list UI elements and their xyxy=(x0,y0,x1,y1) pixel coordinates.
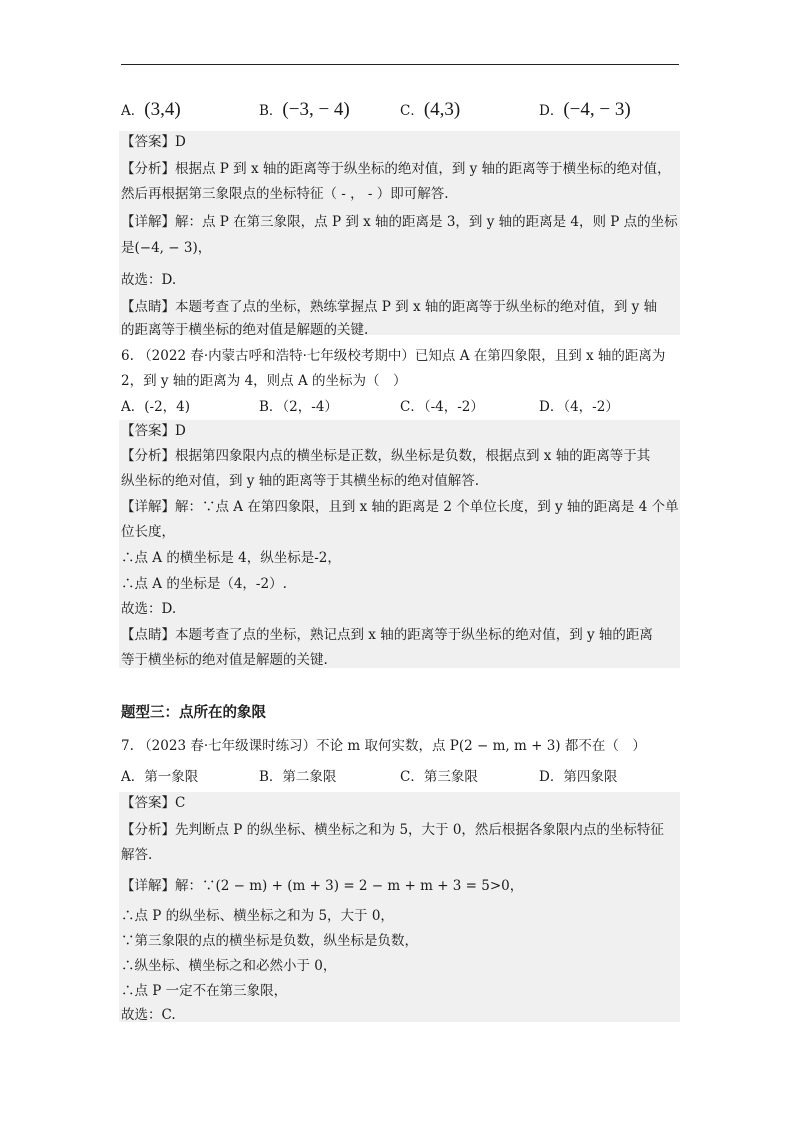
q5-option-d: D．(−4, − 3) xyxy=(539,99,631,120)
q7-answer: 【答案】C xyxy=(121,795,186,811)
q5-option-b: B．(−3, − 4) xyxy=(259,99,350,120)
q7-stem: 7. （2023 春·七年级课时练习）不论 m 取何实数，点 P(2 − m, m + 3) 都不在（ ） xyxy=(121,738,646,754)
q6-detail-line-4: ∴点 A 的坐标是（4，-2）. xyxy=(121,576,287,592)
q6-detail-line-2: 位长度， xyxy=(121,524,175,540)
q6-comment-line-2: 等于横坐标的绝对值是解题的关键. xyxy=(121,652,328,668)
q7-option-a: A．第一象限 xyxy=(121,769,199,785)
q5-comment-line-2: 的距离等于横坐标的绝对值是解题的关键. xyxy=(121,322,369,338)
q5-comment-line-1: 【点睛】本题考查了点的坐标，熟练掌握点 P 到 x 轴的距离等于纵坐标的绝对值，到 y 轴 xyxy=(121,299,658,315)
q6-analysis-line-2: 纵坐标的绝对值，到 y 轴的距离等于其横坐标的绝对值解答. xyxy=(121,473,479,489)
q7-detail-line-3: ∵第三象限的点的横坐标是负数，纵坐标是负数， xyxy=(121,933,418,949)
q7-option-c: C．第三象限 xyxy=(400,769,478,785)
q6-option-c: C．（-4，-2） xyxy=(400,399,484,415)
q5-detail-line-2: 是(−4, − 3)， xyxy=(121,240,212,256)
q6-option-d: D．（4，-2） xyxy=(539,399,619,415)
q6-option-b: B．（2，-4） xyxy=(259,399,338,415)
q6-answer: 【答案】D xyxy=(121,423,186,439)
q5-answer: 【答案】D xyxy=(121,134,186,150)
q6-comment-line-1: 【点睛】本题考查了点的坐标，熟记点到 x 轴的距离等于纵坐标的绝对值，到 y 轴的距离 xyxy=(121,627,653,643)
q7-analysis-line-1: 【分析】先判断点 P 的纵坐标、横坐标之和为 5，大于 0，然后根据各象限内点的坐标特征 xyxy=(121,822,664,838)
q5-option-a: A．(3,4) xyxy=(121,99,181,120)
q7-detail-line-2: ∴点 P 的纵坐标、横坐标之和为 5，大于 0， xyxy=(121,908,394,924)
section-title: 题型三：点所在的象限 xyxy=(121,705,266,721)
q6-analysis-line-1: 【分析】根据第四象限内点的横坐标是正数，纵坐标是负数，根据点到 x 轴的距离等于其 xyxy=(121,448,651,464)
q5-detail-line-3: 故选：D. xyxy=(121,272,177,288)
q6-option-a: A．(-2，4) xyxy=(121,399,191,415)
q5-analysis-line-1: 【分析】根据点 P 到 x 轴的距离等于纵坐标的绝对值，到 y 轴的距离等于横坐标的绝对值， xyxy=(121,161,671,177)
q6-stem-line-1: 6. （2022 春·内蒙古呼和浩特·七年级校考期中）已知点 A 在第四象限，且到 x 轴的距离为 xyxy=(121,348,666,364)
q7-option-d: D．第四象限 xyxy=(539,769,618,785)
q6-stem-line-2: 2，到 y 轴的距离为 4，则点 A 的坐标为（ ） xyxy=(121,373,407,389)
q5-option-c: C．(4,3) xyxy=(400,99,461,120)
q6-detail-line-1: 【详解】解：∵点 A 在第四象限，且到 x 轴的距离是 2 个单位长度，到 y 轴的距离是 4 个单 xyxy=(121,499,679,515)
q7-detail-line-5: ∴点 P 一定不在第三象限， xyxy=(121,983,288,999)
q7-detail-line-1: 【详解】解：∵(2 − m) + (m + 3) = 2 − m + m + 3 = 5>0， xyxy=(121,878,524,894)
header-rule xyxy=(121,64,679,65)
q6-detail-line-3: ∴点 A 的横坐标是 4，纵坐标是-2， xyxy=(121,550,341,566)
q5-analysis-line-2: 然后再根据第三象限点的坐标特征（ - ， - ）即可解答. xyxy=(121,186,449,202)
q5-detail-line-1: 【详解】解：点 P 在第三象限，点 P 到 x 轴的距离是 3，到 y 轴的距离是 4，则 P 点的坐标 xyxy=(121,214,678,230)
q7-detail-line-4: ∴纵坐标、横坐标之和必然小于 0， xyxy=(121,958,337,974)
q6-detail-line-5: 故选：D. xyxy=(121,601,177,617)
q7-analysis-line-2: 解答. xyxy=(121,847,153,863)
q7-option-b: B．第二象限 xyxy=(259,769,337,785)
q7-detail-line-6: 故选：C. xyxy=(121,1007,176,1023)
